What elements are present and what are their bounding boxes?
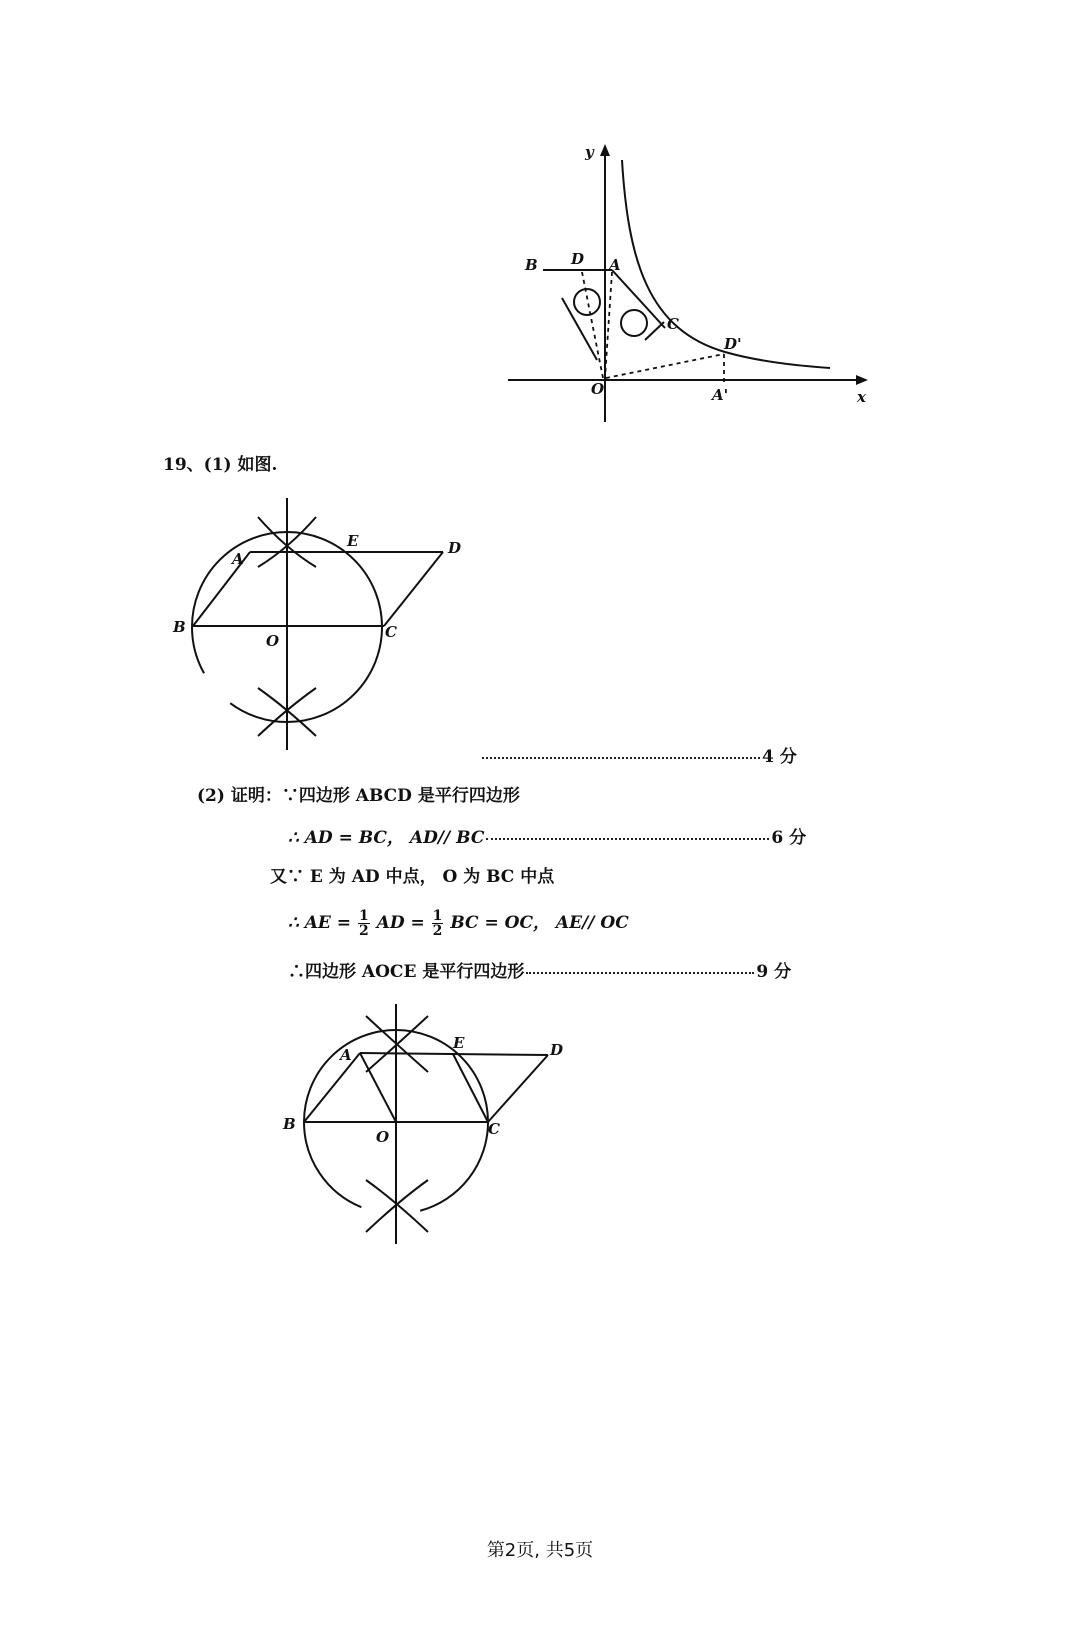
score-4: 4 分 — [762, 747, 797, 767]
x-axis-arrow — [856, 375, 868, 385]
fig1-label-c: C — [385, 623, 397, 641]
segment2-ao — [360, 1053, 396, 1122]
label-b: B — [525, 256, 538, 274]
label-a-prime: A' — [712, 386, 729, 404]
label-c: C — [667, 315, 679, 333]
dashed-oa — [605, 272, 612, 378]
conclusion-text: ∴四边形 AOCE 是平行四边形 — [288, 962, 525, 982]
dashed-od-prime — [606, 354, 724, 378]
question-number: 19、 — [163, 455, 204, 475]
segment-cd — [384, 552, 443, 626]
figure-construction-2 — [282, 1004, 563, 1244]
figure-construction-1 — [172, 498, 461, 750]
fig2-label-a: A — [340, 1046, 352, 1064]
proof-ad-bc-text: ∴ AD = BC， AD// BC — [288, 828, 485, 848]
label-a: A — [609, 256, 621, 274]
label-o: O — [591, 380, 605, 398]
score-9: 9 分 — [756, 962, 792, 982]
fraction-half-1: $\frac{1}{2}$ — [358, 908, 369, 939]
part-2-intro: (2) 证明：∵四边形 ABCD 是平行四边形 — [197, 786, 520, 806]
proof-conclusion — [288, 962, 791, 982]
fig2-label-e: E — [453, 1034, 465, 1052]
fig2-label-d: D — [550, 1041, 564, 1059]
label-d: D — [571, 250, 585, 268]
ae-post: BC = OC， AE// OC — [450, 913, 629, 933]
proof-line-ad-bc — [288, 828, 806, 848]
page-footer: 第2页, 共5页 — [486, 1540, 594, 1561]
small-circle-right — [621, 310, 647, 336]
label-x: x — [857, 388, 866, 406]
segment2-cd — [488, 1055, 548, 1122]
score-6: 6 分 — [771, 828, 807, 848]
fig1-label-d: D — [448, 539, 462, 557]
dashed-od — [582, 272, 603, 378]
fig1-label-e: E — [347, 532, 359, 550]
proof-line-ae — [288, 909, 629, 938]
segment2-ec — [453, 1054, 488, 1122]
label-y: y — [585, 143, 594, 161]
segment-ac — [612, 270, 665, 328]
small-circle-left — [574, 289, 600, 315]
fig2-label-o: O — [376, 1128, 390, 1146]
fig1-label-a: A — [232, 550, 244, 568]
part-1-label: (1) 如图. — [203, 455, 278, 475]
y-axis-arrow — [600, 144, 610, 156]
score-line-1 — [480, 747, 797, 767]
fig1-label-o: O — [266, 632, 280, 650]
fig1-label-b: B — [173, 618, 186, 636]
fraction-half-2: $\frac{1}{2}$ — [432, 908, 443, 939]
question-19-header — [163, 455, 277, 475]
label-d-prime: D' — [724, 335, 742, 353]
fig2-label-b: B — [283, 1115, 296, 1133]
ae-pre: ∴ AE = — [288, 913, 352, 933]
proof-line-midpoints: 又∵ E 为 AD 中点， O 为 BC 中点 — [270, 867, 555, 887]
ae-mid: AD = — [376, 913, 425, 933]
left-segment — [562, 298, 597, 360]
fig2-label-c: C — [488, 1120, 500, 1138]
